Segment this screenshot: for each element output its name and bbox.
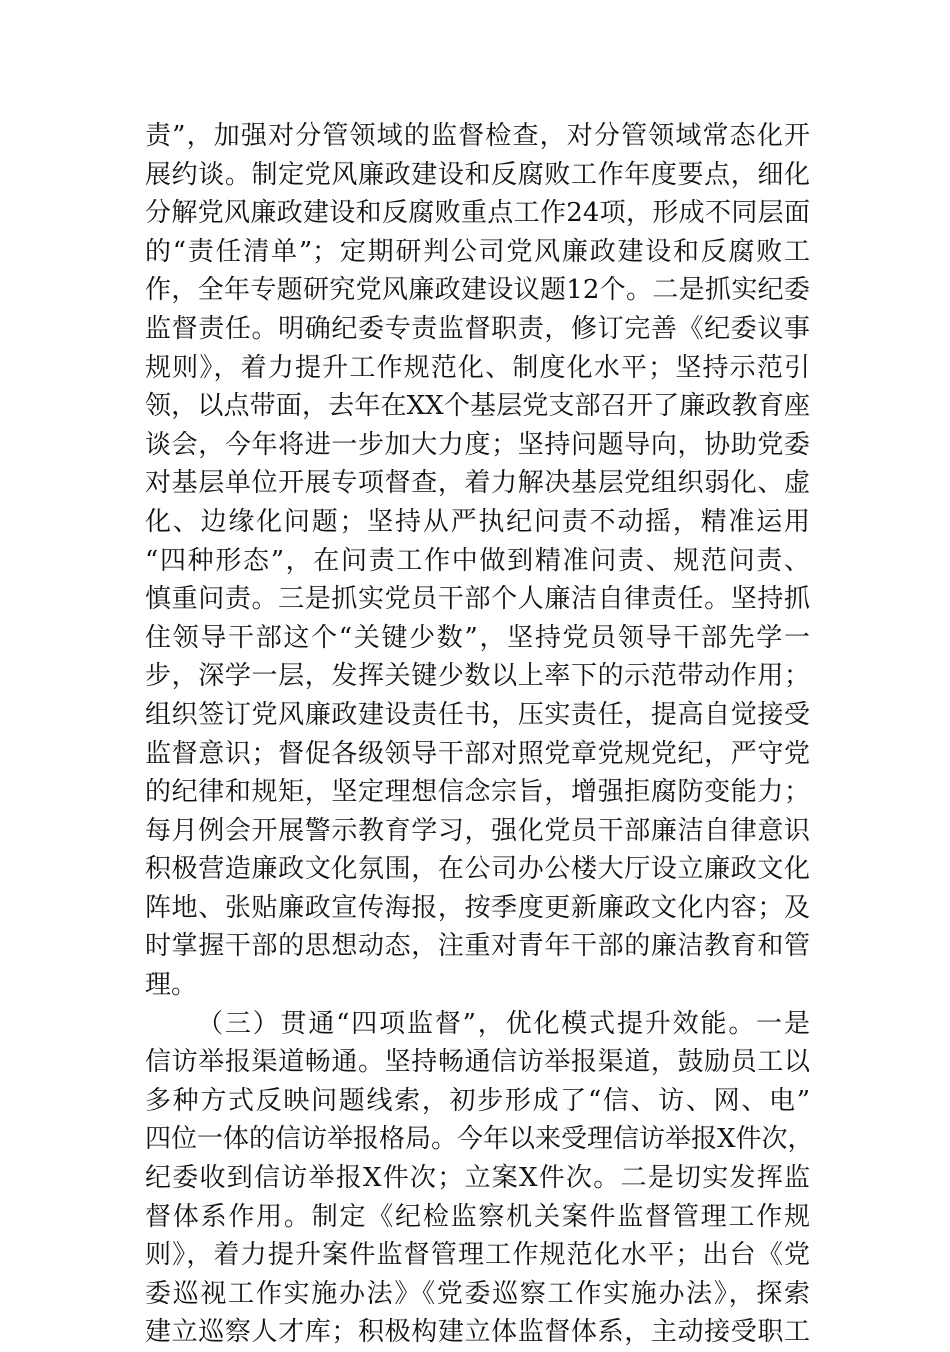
text-line: 建立巡察人才库；积极构建立体监督体系，主动接受职工 bbox=[145, 1317, 810, 1348]
text-line: 分解党风廉政建设和反腐败重点工作24项，形成不同层面 bbox=[145, 198, 810, 229]
text-line: 时掌握干部的思想动态，注重对青年干部的廉洁教育和管 bbox=[145, 931, 810, 962]
text-line: 对基层单位开展专项督查，着力解决基层党组织弱化、虚 bbox=[145, 468, 810, 499]
text-line: 四位一体的信访举报格局。今年以来受理信访举报X件次， bbox=[145, 1124, 814, 1155]
text-line: 纪委收到信访举报X件次；立案X件次。二是切实发挥监 bbox=[145, 1163, 810, 1194]
text-line: 组织签订党风廉政建设责任书，压实责任，提高自觉接受 bbox=[145, 699, 810, 730]
text-line: 的“责任清单”；定期研判公司党风廉政建设和反腐败工 bbox=[145, 236, 810, 267]
text-line: 多种方式反映问题线索，初步形成了“信、访、网、电” bbox=[145, 1085, 810, 1116]
text-line: 规则》，着力提升工作规范化、制度化水平；坚持示范引 bbox=[145, 352, 810, 383]
text-line: 领，以点带面，去年在XX个基层党支部召开了廉政教育座 bbox=[145, 391, 810, 422]
text-line: 化、边缘化问题；坚持从严执纪问责不动摇，精准运用 bbox=[145, 506, 810, 537]
text-line: 谈会，今年将进一步加大力度；坚持问题导向，协助党委 bbox=[145, 429, 810, 460]
text-line: 作，全年专题研究党风廉政建设议题12个。二是抓实纪委 bbox=[145, 275, 810, 306]
body-text bbox=[145, 117, 814, 1352]
text-line: 督体系作用。制定《纪检监察机关案件监督管理工作规 bbox=[145, 1201, 810, 1232]
section-heading-line: （三）贯通“四项监督”，优化模式提升效能。一是 bbox=[197, 1008, 810, 1039]
text-line: 住领导干部这个“关键少数”，坚持党员领导干部先学一 bbox=[145, 622, 810, 653]
text-line: 步，深学一层，发挥关键少数以上率下的示范带动作用； bbox=[145, 661, 810, 692]
text-line: 信访举报渠道畅通。坚持畅通信访举报渠道，鼓励员工以 bbox=[145, 1047, 810, 1078]
text-line: 监督责任。明确纪委专责监督职责，修订完善《纪委议事 bbox=[145, 313, 810, 344]
text-line: 的纪律和规矩，坚定理想信念宗旨，增强拒腐防变能力； bbox=[145, 777, 810, 808]
text-line: 委巡视工作实施办法》《党委巡察工作实施办法》，探索 bbox=[145, 1278, 810, 1309]
text-line: 阵地、张贴廉政宣传海报，按季度更新廉政文化内容；及 bbox=[145, 892, 810, 923]
text-line: “四种形态”，在问责工作中做到精准问责、规范问责、 bbox=[145, 545, 810, 576]
text-line: 则》，着力提升案件监督管理工作规范化水平；出台《党 bbox=[145, 1240, 810, 1271]
text-line: 责”，加强对分管领域的监督检查，对分管领域常态化开 bbox=[145, 121, 810, 151]
text-line: 每月例会开展警示教育学习，强化党员干部廉洁自律意识 bbox=[145, 815, 810, 846]
paragraph-end-line: 理。 bbox=[145, 970, 198, 1001]
text-line: 展约谈。制定党风廉政建设和反腐败工作年度要点，细化 bbox=[145, 159, 810, 190]
text-line: 监督意识；督促各级领导干部对照党章党规党纪，严守党 bbox=[145, 738, 810, 769]
text-line: 积极营造廉政文化氛围，在公司办公楼大厅设立廉政文化 bbox=[145, 854, 810, 885]
text-line: 慎重问责。三是抓实党员干部个人廉洁自律责任。坚持抓 bbox=[145, 584, 810, 615]
